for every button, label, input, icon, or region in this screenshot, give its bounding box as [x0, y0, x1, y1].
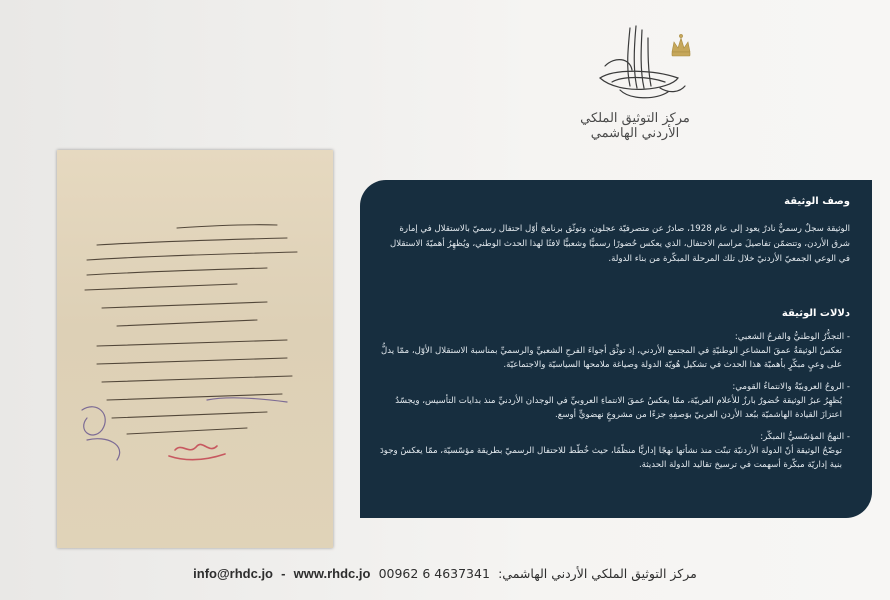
significance-item	[375, 430, 850, 472]
significance-item	[375, 330, 850, 372]
manuscript-document-image	[57, 150, 333, 548]
description-panel	[360, 180, 872, 518]
significance-item-text: توضّحُ الوثيقة أنّ الدولة الأردنيّة تبنّت منذ نشأتها نهجًا إداريًّا منظّمًا، حيث خُطّط للاحتفال الرسميّ بطريقة مؤسّسيّة، ممّا يعكسُ وجودَ بنية إداريّة مبكّرة أسهمت في ترسيخ تقاليد الدولة الحديثة.	[379, 446, 842, 470]
logo-text: مركز التوثيق الملكي الأردني الهاشمي	[580, 111, 690, 141]
significance-title: دلالات الوثيقة	[781, 308, 850, 319]
significance-item-title: - التجذُّرُ الوطنيُّ والفرحُ الشعبي:	[734, 332, 850, 342]
description-title: وصف الوثيقة	[784, 196, 850, 207]
significance-item-text: يُظهِرُ عبرُ الوثيقة حُضورٌ بارزٌ للأعلام العربيّة، ممّا يعكسُ عمقَ الانتماءِ العروبيِّ في الوجدان الأردنيِّ منذ بدايات التأسيس، ويجسّدُ اعتزازَ القيادة الهاشميّة ببُعد الأردن العربيّ بوَصفِهِ جزءًا من مشروعٍ نهضويٍّ أوسع.	[395, 396, 842, 420]
footer-contact	[0, 566, 890, 592]
footer-separator: -	[281, 566, 286, 581]
crown-icon	[672, 34, 690, 56]
significance-item-title: - النهجُ المؤسّسيُّ المبكّر:	[760, 432, 850, 442]
description-text: الوثيقة سجلٌ رسميٌّ نادرٌ يعود إلى عام 1928، صادرٌ عن متصرفيّة عجلون، وتوثّق برنامجَ أوّل احتفال رسميّ بالاستقلال في إمارة شرق الأردن، وتتضمّن تفاصيلَ مراسم الاحتفال، الذي يعكس حُضورًا رسميًّا وشعبيًّا لافتًا لهذا الحدث الوطني، ويُظهِرُ أهميّةَ الاستقلال في الوعي الجمعيّ الأردنيّ خلال تلك المرحلة المبكّرة من بناء الدولة.	[390, 224, 850, 264]
header-logo	[560, 18, 710, 141]
significance-item	[375, 380, 850, 422]
significance-item-title: - الروحُ العروبيّةُ والانتماءُ القومي:	[732, 382, 850, 392]
handwriting-strokes	[57, 150, 333, 548]
footer-center-name: مركز التوثيق الملكي الأردني الهاشمي:	[498, 566, 697, 581]
footer-phone: 00962 6 4637341	[378, 566, 490, 581]
footer-website[interactable]: www.rhdc.jo	[293, 566, 371, 581]
significance-item-text: تعكسُ الوثيقةُ عمقَ المشاعرِ الوطنيّةِ في المجتمع الأردني، إذ توثِّق أجواءَ الفرحِ الشعبيِّ والرسميِّ بمناسبة الاستقلال الأوّل، ممّا يدلُّ على وعيٍ مبكّرٍ بأهميّة هذا الحدث في تشكيل هُويّة الدولة وصياغة ملامحها السياسيّة والاجتماعيّة.	[381, 346, 842, 370]
significance-list	[375, 330, 850, 480]
footer-email[interactable]: info@rhdc.jo	[193, 566, 273, 581]
